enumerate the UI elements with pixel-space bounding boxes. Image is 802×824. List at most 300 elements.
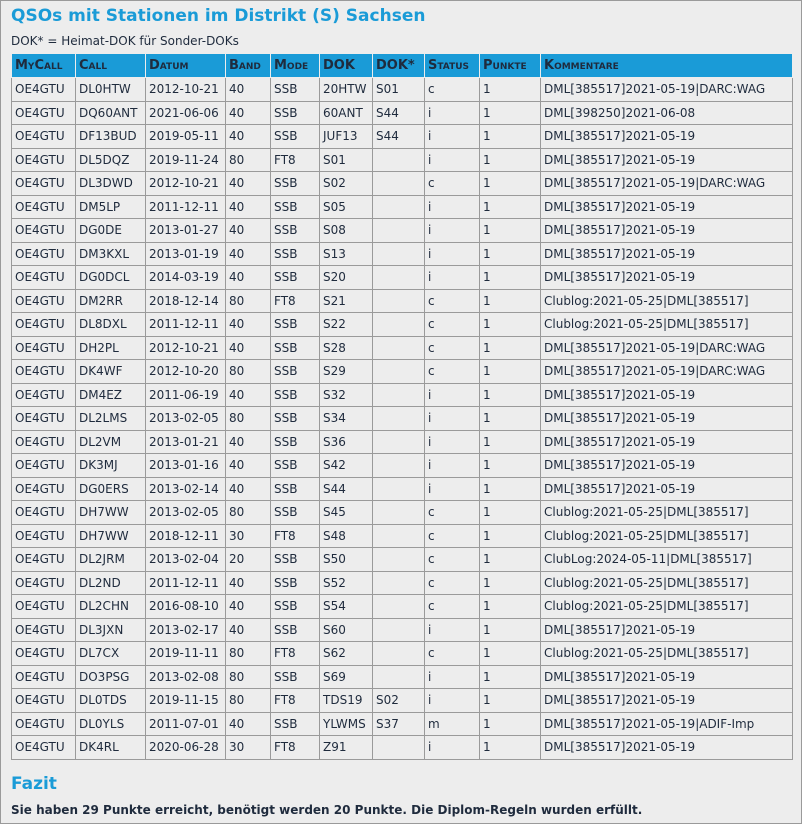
- cell-band: 40: [226, 454, 271, 478]
- table-row: [12, 195, 793, 219]
- cell-mode: SSB: [271, 430, 320, 454]
- cell-band: 80: [226, 360, 271, 384]
- cell-kommentare: DML[385517]2021-05-19: [541, 454, 793, 478]
- cell-punkte: 1: [480, 642, 541, 666]
- cell-status: i: [425, 219, 480, 243]
- cell-mode: SSB: [271, 477, 320, 501]
- cell-kommentare: DML[385517]2021-05-19|ADIF-Imp: [541, 712, 793, 736]
- cell-kommentare: DML[385517]2021-05-19: [541, 195, 793, 219]
- cell-datum: 2013-01-27: [146, 219, 226, 243]
- cell-punkte: 1: [480, 689, 541, 713]
- cell-status: i: [425, 266, 480, 290]
- cell-dok-star: [373, 665, 425, 689]
- cell-status: c: [425, 548, 480, 572]
- cell-mycall: OE4GTU: [12, 712, 76, 736]
- cell-call: DL0HTW: [76, 78, 146, 102]
- col-header-mode: Mode: [271, 54, 320, 78]
- cell-mode: FT8: [271, 524, 320, 548]
- table-row: [12, 78, 793, 102]
- cell-status: c: [425, 501, 480, 525]
- cell-status: c: [425, 595, 480, 619]
- cell-dok: JUF13: [320, 125, 373, 149]
- cell-dok-star: S44: [373, 125, 425, 149]
- cell-mycall: OE4GTU: [12, 548, 76, 572]
- cell-punkte: 1: [480, 242, 541, 266]
- cell-mycall: OE4GTU: [12, 125, 76, 149]
- cell-mode: SSB: [271, 219, 320, 243]
- cell-band: 40: [226, 101, 271, 125]
- cell-punkte: 1: [480, 125, 541, 149]
- cell-kommentare: DML[385517]2021-05-19: [541, 148, 793, 172]
- cell-datum: 2012-10-21: [146, 78, 226, 102]
- cell-punkte: 1: [480, 430, 541, 454]
- cell-datum: 2016-08-10: [146, 595, 226, 619]
- summary-text: Sie haben 29 Punkte erreicht, benötigt werden 20 Punkte. Die Diplom-Regeln wurden erfüllt.: [11, 803, 643, 817]
- cell-datum: 2012-10-21: [146, 172, 226, 196]
- cell-datum: 2013-02-14: [146, 477, 226, 501]
- cell-mycall: OE4GTU: [12, 477, 76, 501]
- cell-call: DL3DWD: [76, 172, 146, 196]
- cell-punkte: 1: [480, 313, 541, 337]
- cell-status: i: [425, 736, 480, 760]
- cell-status: c: [425, 78, 480, 102]
- cell-dok: S20: [320, 266, 373, 290]
- cell-call: DL2ND: [76, 571, 146, 595]
- cell-dok-star: S02: [373, 689, 425, 713]
- cell-dok: S45: [320, 501, 373, 525]
- cell-band: 80: [226, 689, 271, 713]
- cell-kommentare: Clublog:2021-05-25|DML[385517]: [541, 571, 793, 595]
- cell-call: DG0DE: [76, 219, 146, 243]
- cell-kommentare: DML[385517]2021-05-19: [541, 618, 793, 642]
- cell-dok-star: [373, 266, 425, 290]
- cell-mycall: OE4GTU: [12, 665, 76, 689]
- cell-dok-star: [373, 477, 425, 501]
- cell-band: 40: [226, 430, 271, 454]
- cell-dok-star: [373, 172, 425, 196]
- cell-status: c: [425, 642, 480, 666]
- cell-mode: SSB: [271, 336, 320, 360]
- cell-band: 30: [226, 736, 271, 760]
- cell-kommentare: DML[385517]2021-05-19: [541, 242, 793, 266]
- cell-mode: SSB: [271, 172, 320, 196]
- cell-band: 80: [226, 289, 271, 313]
- cell-datum: 2013-02-04: [146, 548, 226, 572]
- table-header-row: [12, 54, 793, 78]
- cell-kommentare: Clublog:2021-05-25|DML[385517]: [541, 289, 793, 313]
- page-title: QSOs mit Stationen im Distrikt (S) Sachsen: [11, 6, 426, 26]
- fazit-heading: Fazit: [11, 774, 57, 794]
- cell-mycall: OE4GTU: [12, 195, 76, 219]
- cell-dok: S36: [320, 430, 373, 454]
- cell-dok-star: S44: [373, 101, 425, 125]
- table-row: [12, 524, 793, 548]
- cell-mode: SSB: [271, 618, 320, 642]
- cell-punkte: 1: [480, 266, 541, 290]
- cell-call: DO3PSG: [76, 665, 146, 689]
- cell-datum: 2012-10-21: [146, 336, 226, 360]
- cell-status: c: [425, 524, 480, 548]
- table-row: [12, 219, 793, 243]
- cell-status: c: [425, 172, 480, 196]
- cell-mycall: OE4GTU: [12, 383, 76, 407]
- cell-call: DG0DCL: [76, 266, 146, 290]
- cell-call: DL8DXL: [76, 313, 146, 337]
- cell-datum: 2013-02-17: [146, 618, 226, 642]
- cell-dok: S48: [320, 524, 373, 548]
- cell-dok: S22: [320, 313, 373, 337]
- table-row: [12, 383, 793, 407]
- cell-dok-star: [373, 454, 425, 478]
- cell-dok: 20HTW: [320, 78, 373, 102]
- cell-datum: 2021-06-06: [146, 101, 226, 125]
- cell-punkte: 1: [480, 548, 541, 572]
- cell-kommentare: DML[385517]2021-05-19: [541, 689, 793, 713]
- cell-mode: FT8: [271, 689, 320, 713]
- cell-dok-star: [373, 430, 425, 454]
- cell-mycall: OE4GTU: [12, 266, 76, 290]
- cell-mycall: OE4GTU: [12, 313, 76, 337]
- cell-band: 40: [226, 242, 271, 266]
- table-row: [12, 242, 793, 266]
- cell-call: DM5LP: [76, 195, 146, 219]
- table-row: [12, 712, 793, 736]
- cell-kommentare: Clublog:2021-05-25|DML[385517]: [541, 501, 793, 525]
- cell-kommentare: DML[398250]2021-06-08: [541, 101, 793, 125]
- cell-dok: S21: [320, 289, 373, 313]
- cell-status: i: [425, 430, 480, 454]
- qso-table-body: [12, 78, 793, 760]
- table-row: [12, 595, 793, 619]
- col-header-kommentare: Kommentare: [541, 54, 793, 78]
- cell-mycall: OE4GTU: [12, 501, 76, 525]
- cell-status: c: [425, 313, 480, 337]
- cell-band: 40: [226, 712, 271, 736]
- cell-kommentare: DML[385517]2021-05-19: [541, 665, 793, 689]
- cell-mode: FT8: [271, 289, 320, 313]
- cell-punkte: 1: [480, 383, 541, 407]
- cell-band: 40: [226, 266, 271, 290]
- cell-dok-star: [373, 524, 425, 548]
- table-row: [12, 689, 793, 713]
- cell-call: DH2PL: [76, 336, 146, 360]
- cell-dok-star: [373, 148, 425, 172]
- table-row: [12, 618, 793, 642]
- cell-call: DK4WF: [76, 360, 146, 384]
- cell-datum: 2013-02-05: [146, 501, 226, 525]
- cell-punkte: 1: [480, 407, 541, 431]
- cell-punkte: 1: [480, 360, 541, 384]
- cell-dok-star: [373, 360, 425, 384]
- cell-punkte: 1: [480, 524, 541, 548]
- table-row: [12, 336, 793, 360]
- cell-kommentare: DML[385517]2021-05-19: [541, 266, 793, 290]
- cell-status: c: [425, 571, 480, 595]
- cell-datum: 2019-11-24: [146, 148, 226, 172]
- cell-datum: 2019-05-11: [146, 125, 226, 149]
- cell-kommentare: Clublog:2021-05-25|DML[385517]: [541, 524, 793, 548]
- cell-dok-star: [373, 336, 425, 360]
- cell-dok: S29: [320, 360, 373, 384]
- cell-dok-star: [373, 242, 425, 266]
- cell-call: DM2RR: [76, 289, 146, 313]
- cell-dok: S13: [320, 242, 373, 266]
- cell-band: 40: [226, 618, 271, 642]
- cell-punkte: 1: [480, 336, 541, 360]
- cell-datum: 2013-01-16: [146, 454, 226, 478]
- cell-punkte: 1: [480, 736, 541, 760]
- cell-datum: 2013-01-21: [146, 430, 226, 454]
- cell-mycall: OE4GTU: [12, 148, 76, 172]
- cell-status: i: [425, 383, 480, 407]
- cell-status: i: [425, 477, 480, 501]
- table-row: [12, 289, 793, 313]
- cell-punkte: 1: [480, 618, 541, 642]
- cell-punkte: 1: [480, 595, 541, 619]
- cell-datum: 2018-12-14: [146, 289, 226, 313]
- cell-kommentare: DML[385517]2021-05-19|DARC:WAG: [541, 78, 793, 102]
- cell-punkte: 1: [480, 195, 541, 219]
- cell-dok: S08: [320, 219, 373, 243]
- cell-punkte: 1: [480, 712, 541, 736]
- cell-mode: SSB: [271, 712, 320, 736]
- cell-datum: 2020-06-28: [146, 736, 226, 760]
- cell-dok: S02: [320, 172, 373, 196]
- cell-band: 80: [226, 148, 271, 172]
- cell-dok-star: [373, 618, 425, 642]
- cell-mycall: OE4GTU: [12, 219, 76, 243]
- cell-punkte: 1: [480, 289, 541, 313]
- col-header-dok-star: DOK*: [373, 54, 425, 78]
- cell-call: DK3MJ: [76, 454, 146, 478]
- cell-kommentare: Clublog:2021-05-25|DML[385517]: [541, 642, 793, 666]
- col-header-call: Call: [76, 54, 146, 78]
- cell-status: c: [425, 336, 480, 360]
- cell-dok: TDS19: [320, 689, 373, 713]
- table-row: [12, 407, 793, 431]
- cell-band: 40: [226, 571, 271, 595]
- cell-band: 80: [226, 407, 271, 431]
- cell-dok-star: [373, 407, 425, 431]
- cell-datum: 2014-03-19: [146, 266, 226, 290]
- cell-kommentare: Clublog:2021-05-25|DML[385517]: [541, 595, 793, 619]
- cell-call: DK4RL: [76, 736, 146, 760]
- cell-dok: S62: [320, 642, 373, 666]
- cell-kommentare: Clublog:2021-05-25|DML[385517]: [541, 313, 793, 337]
- cell-datum: 2011-06-19: [146, 383, 226, 407]
- cell-mycall: OE4GTU: [12, 78, 76, 102]
- cell-status: c: [425, 289, 480, 313]
- cell-kommentare: DML[385517]2021-05-19: [541, 477, 793, 501]
- cell-band: 40: [226, 477, 271, 501]
- cell-datum: 2019-11-11: [146, 642, 226, 666]
- cell-call: DL0TDS: [76, 689, 146, 713]
- cell-mycall: OE4GTU: [12, 289, 76, 313]
- cell-call: DH7WW: [76, 524, 146, 548]
- cell-band: 40: [226, 383, 271, 407]
- cell-kommentare: DML[385517]2021-05-19: [541, 430, 793, 454]
- col-header-status: Status: [425, 54, 480, 78]
- cell-kommentare: DML[385517]2021-05-19|DARC:WAG: [541, 360, 793, 384]
- cell-dok: S60: [320, 618, 373, 642]
- cell-mode: SSB: [271, 383, 320, 407]
- col-header-punkte: Punkte: [480, 54, 541, 78]
- cell-dok: S05: [320, 195, 373, 219]
- cell-dok-star: [373, 642, 425, 666]
- cell-punkte: 1: [480, 148, 541, 172]
- cell-mycall: OE4GTU: [12, 736, 76, 760]
- cell-call: DH7WW: [76, 501, 146, 525]
- cell-call: DQ60ANT: [76, 101, 146, 125]
- table-row: [12, 501, 793, 525]
- cell-mode: SSB: [271, 548, 320, 572]
- cell-mycall: OE4GTU: [12, 430, 76, 454]
- cell-dok-star: [373, 383, 425, 407]
- cell-kommentare: DML[385517]2021-05-19: [541, 407, 793, 431]
- cell-kommentare: DML[385517]2021-05-19|DARC:WAG: [541, 336, 793, 360]
- cell-mode: SSB: [271, 266, 320, 290]
- cell-call: DM3KXL: [76, 242, 146, 266]
- cell-call: DL2JRM: [76, 548, 146, 572]
- cell-dok-star: [373, 195, 425, 219]
- cell-dok: S01: [320, 148, 373, 172]
- cell-call: DL7CX: [76, 642, 146, 666]
- cell-call: DG0ERS: [76, 477, 146, 501]
- cell-kommentare: DML[385517]2021-05-19: [541, 219, 793, 243]
- cell-band: 40: [226, 195, 271, 219]
- cell-kommentare: DML[385517]2021-05-19: [541, 736, 793, 760]
- table-row: [12, 736, 793, 760]
- table-row: [12, 101, 793, 125]
- cell-punkte: 1: [480, 172, 541, 196]
- cell-mycall: OE4GTU: [12, 595, 76, 619]
- cell-call: DM4EZ: [76, 383, 146, 407]
- cell-dok-star: [373, 571, 425, 595]
- cell-punkte: 1: [480, 477, 541, 501]
- cell-status: i: [425, 125, 480, 149]
- cell-mode: SSB: [271, 501, 320, 525]
- cell-band: 40: [226, 595, 271, 619]
- cell-status: i: [425, 407, 480, 431]
- table-row: [12, 148, 793, 172]
- cell-dok: S52: [320, 571, 373, 595]
- cell-call: DF13BUD: [76, 125, 146, 149]
- cell-datum: 2011-12-11: [146, 195, 226, 219]
- cell-status: c: [425, 360, 480, 384]
- cell-dok-star: [373, 289, 425, 313]
- cell-mycall: OE4GTU: [12, 242, 76, 266]
- cell-dok: S28: [320, 336, 373, 360]
- cell-call: DL3JXN: [76, 618, 146, 642]
- cell-punkte: 1: [480, 454, 541, 478]
- cell-dok: Z91: [320, 736, 373, 760]
- cell-dok: S34: [320, 407, 373, 431]
- cell-datum: 2018-12-11: [146, 524, 226, 548]
- cell-mycall: OE4GTU: [12, 454, 76, 478]
- cell-dok: S42: [320, 454, 373, 478]
- table-row: [12, 548, 793, 572]
- cell-call: DL2VM: [76, 430, 146, 454]
- cell-band: 40: [226, 219, 271, 243]
- cell-dok-star: S37: [373, 712, 425, 736]
- cell-dok-star: [373, 548, 425, 572]
- cell-mode: SSB: [271, 101, 320, 125]
- cell-mode: SSB: [271, 125, 320, 149]
- table-row: [12, 360, 793, 384]
- cell-punkte: 1: [480, 665, 541, 689]
- cell-status: i: [425, 148, 480, 172]
- dok-note: DOK* = Heimat-DOK für Sonder-DOKs: [11, 34, 239, 48]
- cell-kommentare: ClubLog:2024-05-11|DML[385517]: [541, 548, 793, 572]
- table-row: [12, 430, 793, 454]
- cell-mode: SSB: [271, 242, 320, 266]
- col-header-mycall: MyCall: [12, 54, 76, 78]
- cell-dok: S69: [320, 665, 373, 689]
- cell-band: 30: [226, 524, 271, 548]
- cell-datum: 2019-11-15: [146, 689, 226, 713]
- cell-mode: SSB: [271, 360, 320, 384]
- cell-mode: SSB: [271, 665, 320, 689]
- cell-band: 40: [226, 313, 271, 337]
- cell-datum: 2011-07-01: [146, 712, 226, 736]
- cell-dok: YLWMS: [320, 712, 373, 736]
- cell-mycall: OE4GTU: [12, 524, 76, 548]
- cell-band: 40: [226, 336, 271, 360]
- cell-dok-star: [373, 736, 425, 760]
- cell-mycall: OE4GTU: [12, 360, 76, 384]
- cell-mycall: OE4GTU: [12, 571, 76, 595]
- table-row: [12, 266, 793, 290]
- cell-mode: SSB: [271, 407, 320, 431]
- cell-status: i: [425, 195, 480, 219]
- cell-band: 80: [226, 642, 271, 666]
- cell-mycall: OE4GTU: [12, 689, 76, 713]
- cell-mode: SSB: [271, 313, 320, 337]
- table-row: [12, 665, 793, 689]
- cell-mode: SSB: [271, 571, 320, 595]
- cell-status: m: [425, 712, 480, 736]
- cell-dok: S32: [320, 383, 373, 407]
- cell-call: DL5DQZ: [76, 148, 146, 172]
- cell-datum: 2011-12-11: [146, 571, 226, 595]
- cell-datum: 2013-01-19: [146, 242, 226, 266]
- cell-dok-star: [373, 313, 425, 337]
- cell-mode: SSB: [271, 78, 320, 102]
- col-header-band: Band: [226, 54, 271, 78]
- cell-datum: 2012-10-20: [146, 360, 226, 384]
- cell-mode: FT8: [271, 736, 320, 760]
- cell-mycall: OE4GTU: [12, 336, 76, 360]
- cell-dok: S54: [320, 595, 373, 619]
- cell-dok: 60ANT: [320, 101, 373, 125]
- cell-dok: S44: [320, 477, 373, 501]
- cell-punkte: 1: [480, 501, 541, 525]
- qso-table: [11, 53, 793, 760]
- cell-band: 40: [226, 78, 271, 102]
- cell-punkte: 1: [480, 219, 541, 243]
- cell-dok-star: S01: [373, 78, 425, 102]
- table-row: [12, 172, 793, 196]
- cell-kommentare: DML[385517]2021-05-19: [541, 125, 793, 149]
- table-row: [12, 313, 793, 337]
- cell-band: 40: [226, 125, 271, 149]
- cell-mycall: OE4GTU: [12, 642, 76, 666]
- cell-mode: SSB: [271, 595, 320, 619]
- cell-datum: 2013-02-08: [146, 665, 226, 689]
- table-row: [12, 642, 793, 666]
- cell-call: DL2LMS: [76, 407, 146, 431]
- table-row: [12, 125, 793, 149]
